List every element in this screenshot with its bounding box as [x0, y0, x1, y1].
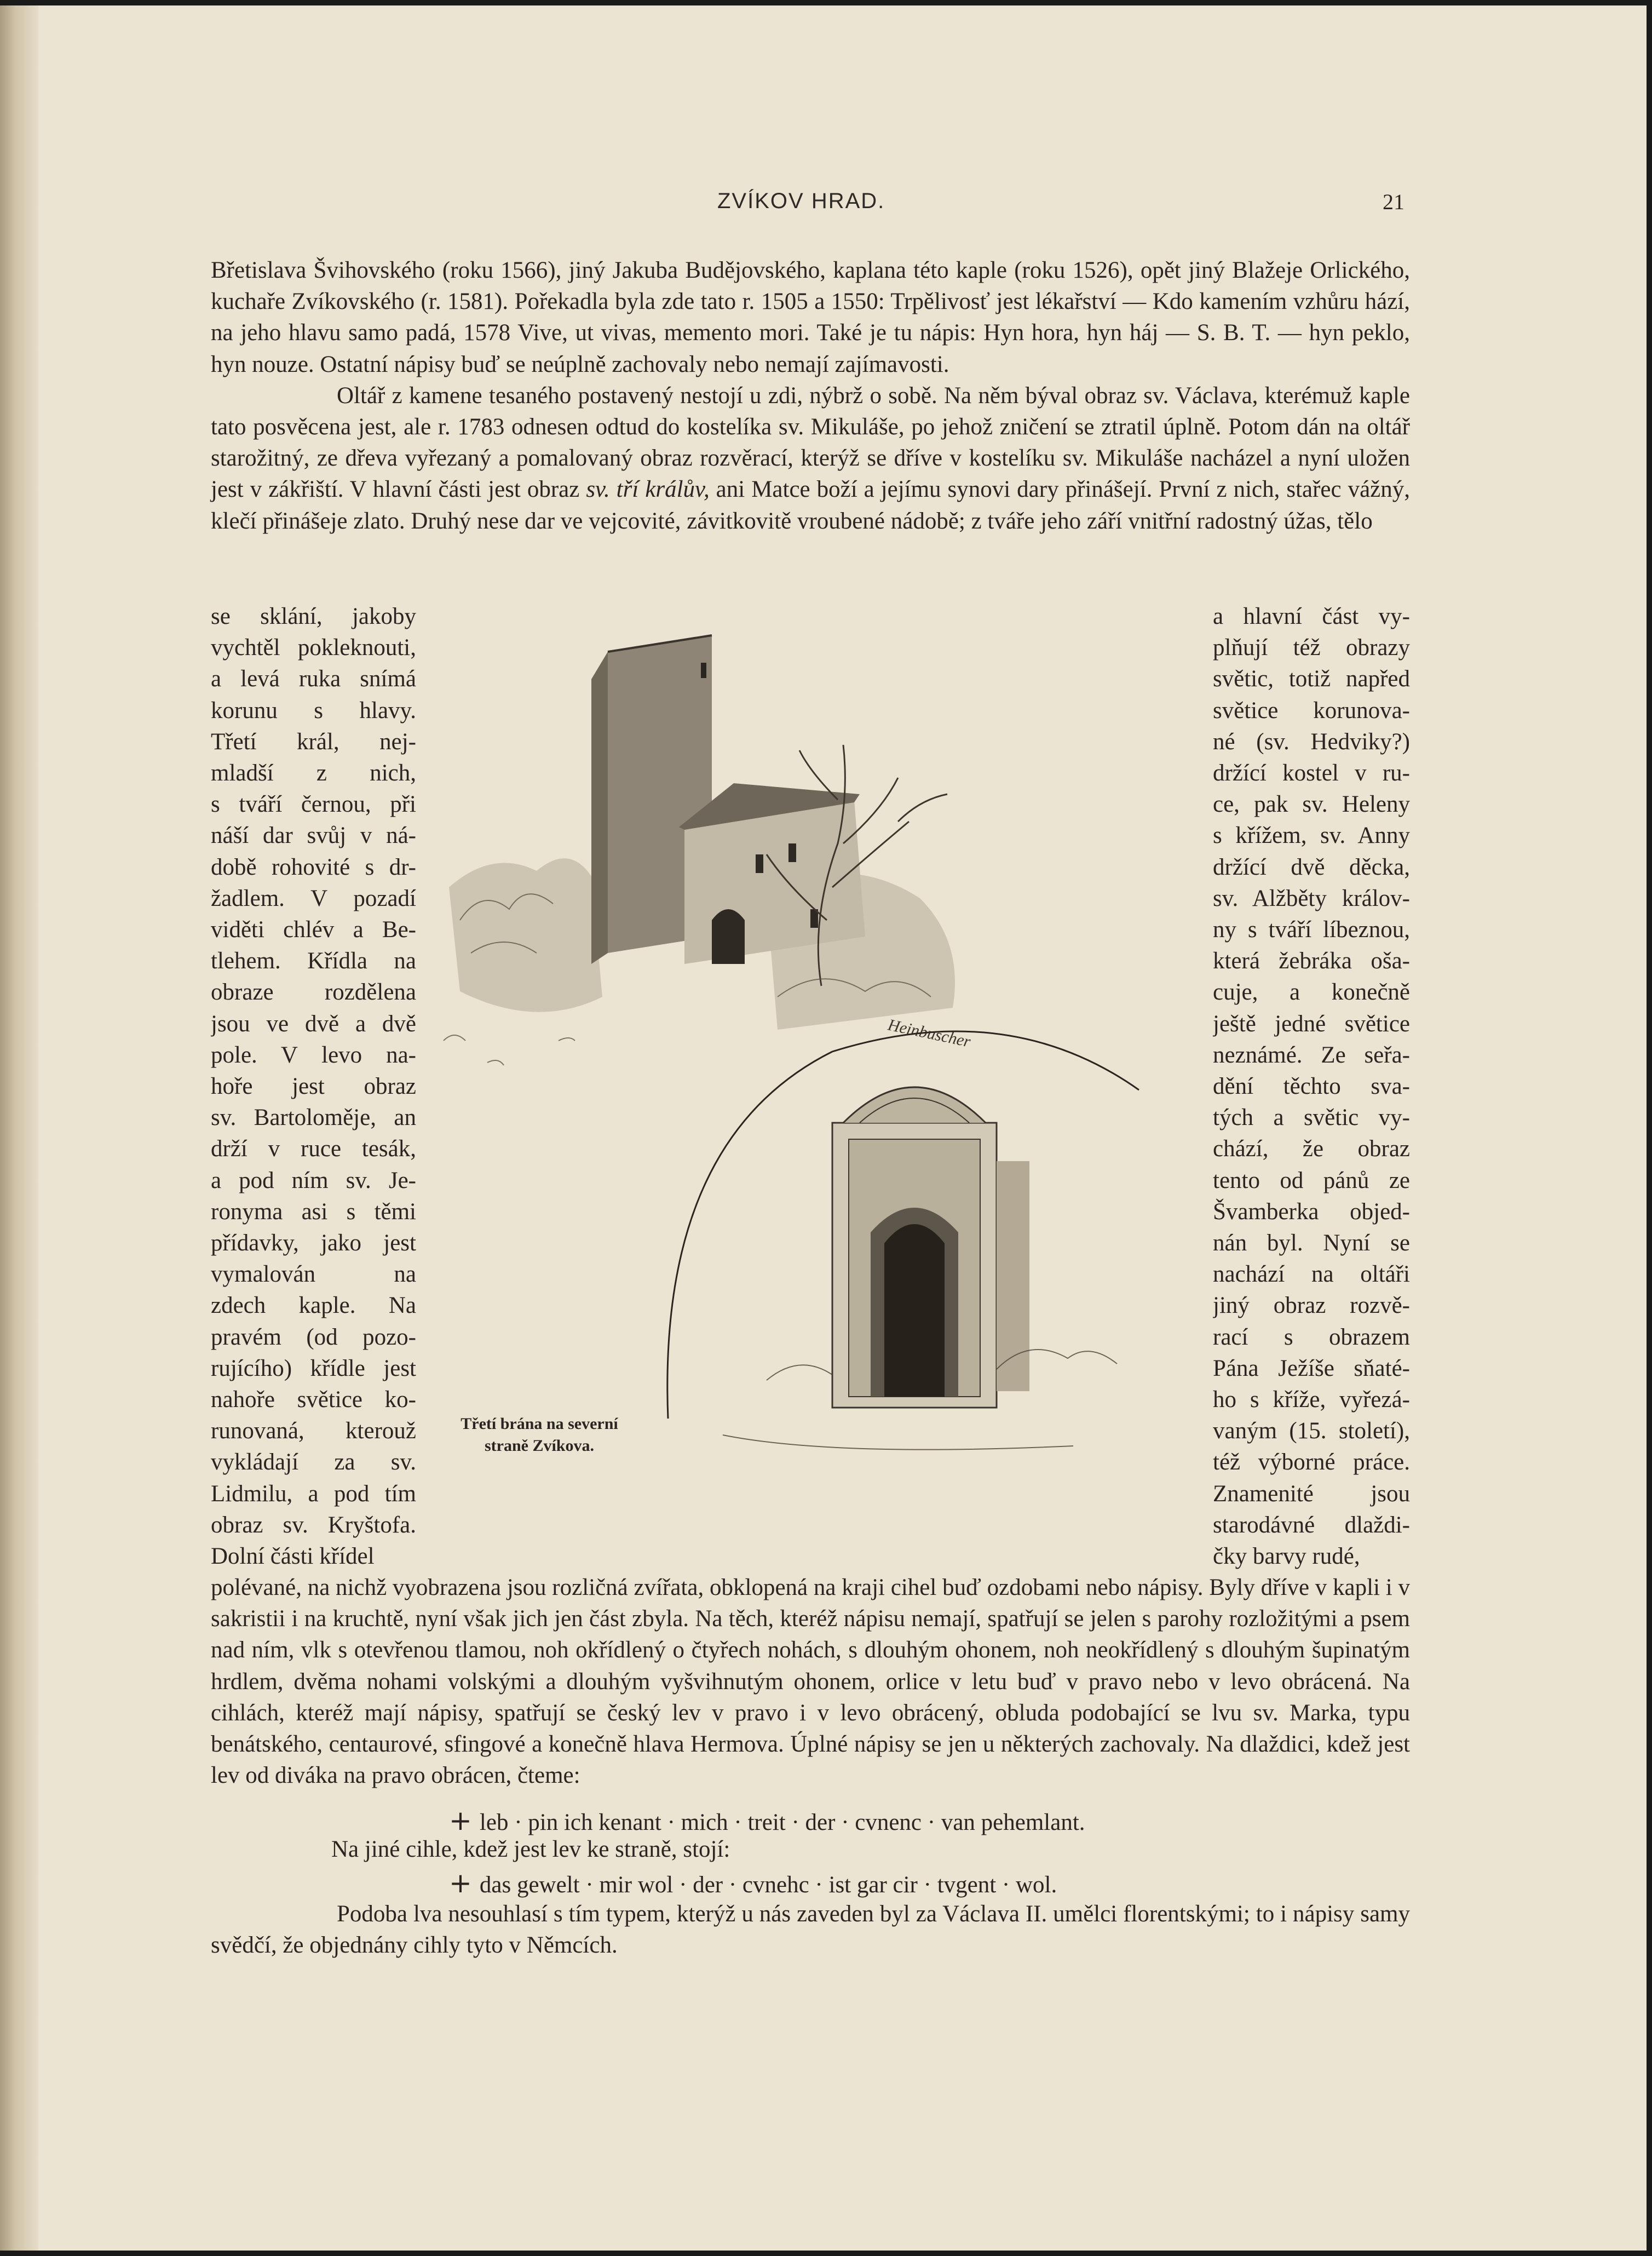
left-column-line: se sklání, jakoby [211, 604, 416, 629]
left-column-line: s tváří černou, při [211, 791, 416, 818]
tower-sketch [444, 635, 972, 1065]
castle-illustration [427, 613, 1205, 1512]
left-column-line: vychtěl pokleknouti, [211, 635, 416, 661]
left-column-line: hoře jest obraz [211, 1074, 416, 1100]
left-column-line: zdech kaple. Na [211, 1293, 416, 1319]
right-column-line: vaným (15. století), [1213, 1418, 1410, 1444]
illustration-caption: Třetí brána na severní straně Zvíkova. [461, 1415, 618, 1455]
right-column-line: ce, pak sv. Heleny [1213, 791, 1410, 818]
right-column-line: chází, že obraz [1213, 1136, 1410, 1162]
left-column-line: runovaná, kterouž [211, 1418, 416, 1444]
left-column-line: vykládají za sv. [211, 1449, 416, 1476]
inscription-second: + das gewelt · mir wol · der · cvnehc · ist gar cir · tvgent · wol. [449, 1867, 1057, 1899]
left-column-line: viděti chlév a Be- [211, 917, 416, 943]
left-column-line: Lidmilu, a pod tím [211, 1480, 416, 1507]
left-column-line: sv. Bartoloměje, an [211, 1105, 416, 1131]
left-column-line: Dolní části křídel [211, 1543, 375, 1570]
right-column-line: ještě jedné světice [1213, 1011, 1410, 1037]
left-column-line: obraze rozdělena [211, 979, 416, 1006]
left-column-line: jsou ve dvě a dvě [211, 1011, 416, 1037]
right-column-line: plňují též obrazy [1213, 635, 1410, 661]
left-column-text [211, 601, 416, 1572]
right-column-line: sv. Alžběty králov- [1213, 885, 1410, 911]
paragraph-tiles: polévané, na nichž vyobrazena jsou rozličná zvířata, obklopená na kraji cihel buď ozdobami nebo nápisy. Byly dříve v kapli i v sakristii i na kruchtě, nyní však jich jen část zbyla. Na těch, kteréž nápisu nemají, spatřují se jelen s parohy rozložitými a psem nad ním, vlk s otevřenou tlamou, noh okřídlený o čtyřech nohách, s dlouhým ohonem, noh neokřídlený s dlouhým šupinatým hrdlem, dvěma nohami volskými a dlouhým vyšvihnutým ohonem, orlice v letu buď v pravo nebo v levo obrácená. Na cihlách, kteréž mají nápisy, spatřují se český lev v pravo i v levo obrácený, obluda podobající se lvu sv. Marka, typu benátského, centaurové, sfingové a konečně hlava Hermova. Úplné nápisy se jen u některých zachovaly. Na dlaždici, kdež jest lev od diváka na pravo obrácen, čteme: [211, 1575, 1410, 1789]
right-column-line: ho s kříže, vyřezá- [1213, 1387, 1410, 1413]
bottom-text-block [211, 1572, 1410, 1791]
page-number: 21 [1383, 190, 1405, 214]
final-text-block [211, 1898, 1410, 1961]
right-column-line: cuje, a konečně [1213, 979, 1410, 1006]
book-page [0, 5, 1647, 2251]
right-column-line: světic, totiž napřed [1213, 666, 1410, 692]
paragraph-altar: Oltář z kamene tesaného postavený nestojí u zdi, nýbrž o sobě. Na něm býval obraz sv. Václava, kterémuž kaple tato posvěcena jest, ale r. 1783 odnesen odtud do kostelíka sv. Mikuláše, po jehož zničení se ztratil úplně. Potom dán na oltář starožitný, ze dřeva vyřezaný a pomalovaný obraz rozvěrací, kterýž se dříve v kostelíku sv. Mikuláše nacházel a nyní uložen jest v zákřiští. V hlavní části jest obraz sv. tří králův, ani Matce boží a jejímu synovi dary přinášejí. První z nich, stařec vážný, klečí přinášeje zlato. Druhý nese dar ve vejcovité, závitkovitě vroubené nádobě; z tváře jeho září vnitřní radostný úžas, tělo [211, 382, 1410, 534]
right-column-line: a hlavní část vy- [1213, 604, 1410, 629]
left-column-line: žadlem. V pozadí [211, 885, 416, 911]
left-column-line: mladší z nich, [211, 760, 416, 787]
paragraph-tiles-inscriptions: Břetislava Švihovského (roku 1566), jiný Jakuba Budějovského, kaplana této kaple (roku 1526), opět jiný Blažeje Orlického, kuchaře Zvíkovského (r. 1581). Pořekadla byla zde tato r. 1505 a 1550: Trpělivosť jest lékařství — Kdo kamením vzhůru hází, na jeho hlavu samo padá, 1578 Vive, ut vivas, memento mori. Také je tu nápis: Hyn hora, hyn háj — S. B. T. — hyn peklo, hyn nouze. Ostatní nápisy buď se neúplně zachovaly nebo nemají zajímavosti. [211, 257, 1410, 377]
right-column-line: dění těchto sva- [1213, 1074, 1410, 1100]
left-column-line: drží v ruce tesák, [211, 1136, 416, 1162]
left-column-line: pravém (od pozo- [211, 1324, 416, 1350]
left-column-line: ronyma asi s těmi [211, 1198, 416, 1225]
chapter-title: ZVÍKOV HRAD. [717, 189, 885, 213]
right-column-line: nachází na oltáři [1213, 1261, 1410, 1288]
cross-icon: + [449, 1867, 472, 1899]
right-column-line: světice korunova- [1213, 697, 1410, 724]
right-column [1213, 601, 1410, 1572]
left-column-line: pole. V levo na- [211, 1042, 416, 1068]
left-column-line: rujícího) křídle jest [211, 1355, 416, 1381]
right-column-line: neznámé. Ze seřa- [1213, 1042, 1410, 1068]
inscription-intro: Na jiné cihle, kdež jest lev ke straně, stojí: [331, 1836, 730, 1862]
inscription-first: + leb · pin ich kenant · mich · treit · der · cvnenc · van pehemlant. [449, 1805, 1085, 1836]
right-column-line: čky barvy rudé, [1213, 1543, 1360, 1570]
right-column-line: rací s obrazem [1213, 1324, 1410, 1350]
right-column-line: tých a světic vy- [1213, 1105, 1410, 1131]
right-column-line: držící dvě děcka, [1213, 854, 1410, 880]
left-column-line: a levá ruka snímá [211, 666, 416, 692]
left-column-line: době rohovité s dr- [211, 854, 416, 880]
left-column-line: nahoře světice ko- [211, 1387, 416, 1413]
left-column-line: přídavky, jako jest [211, 1230, 416, 1256]
right-column-line: jiný obraz rozvě- [1213, 1293, 1410, 1319]
cross-icon: + [449, 1805, 472, 1836]
right-column-line: Pána Ježíše sňaté- [1213, 1355, 1410, 1381]
gate-vignette [667, 1031, 1139, 1450]
right-column-line: držící kostel v ru- [1213, 760, 1410, 787]
right-column-line: též výborné práce. [1213, 1449, 1410, 1476]
left-column-line: a pod ním sv. Je- [211, 1167, 416, 1193]
left-column-line: vymalován na [211, 1261, 416, 1288]
left-column-line: korunu s hlavy. [211, 697, 416, 724]
right-column-line: která žebráka oša- [1213, 948, 1410, 974]
left-column [211, 601, 416, 1572]
right-column-line: ny s tváří líbeznou, [1213, 917, 1410, 943]
right-column-line: nán byl. Nyní se [1213, 1230, 1410, 1256]
right-column-line: Znamenité jsou [1213, 1480, 1410, 1507]
right-column-line: tento od pánů ze [1213, 1167, 1410, 1193]
right-column-line: s křížem, sv. Anny [1213, 823, 1410, 849]
page-spine-shadow [0, 5, 38, 2251]
running-head [0, 189, 1647, 222]
right-column-line: starodávné dlaždi- [1213, 1512, 1410, 1538]
left-column-line: náší dar svůj v ná- [211, 823, 416, 849]
left-column-line: obraz sv. Kryštofa. [211, 1512, 416, 1538]
left-column-line: Třetí král, nej- [211, 728, 416, 755]
right-column-line: Švamberka objed- [1213, 1198, 1410, 1225]
right-column-text [1213, 601, 1410, 1572]
right-column-line: né (sv. Hedviky?) [1213, 728, 1410, 755]
paragraph-conclusion: Podoba lva nesouhlasí s tím typem, kterýž u nás zaveden byl za Václava II. umělci florentskými; to i nápisy samy svědčí, že objednány cihly tyto v Němcích. [211, 1901, 1410, 1959]
artist-signature: Heinbuscher [886, 1015, 972, 1051]
top-text-block [211, 255, 1410, 537]
left-column-line: tlehem. Křídla na [211, 948, 416, 974]
